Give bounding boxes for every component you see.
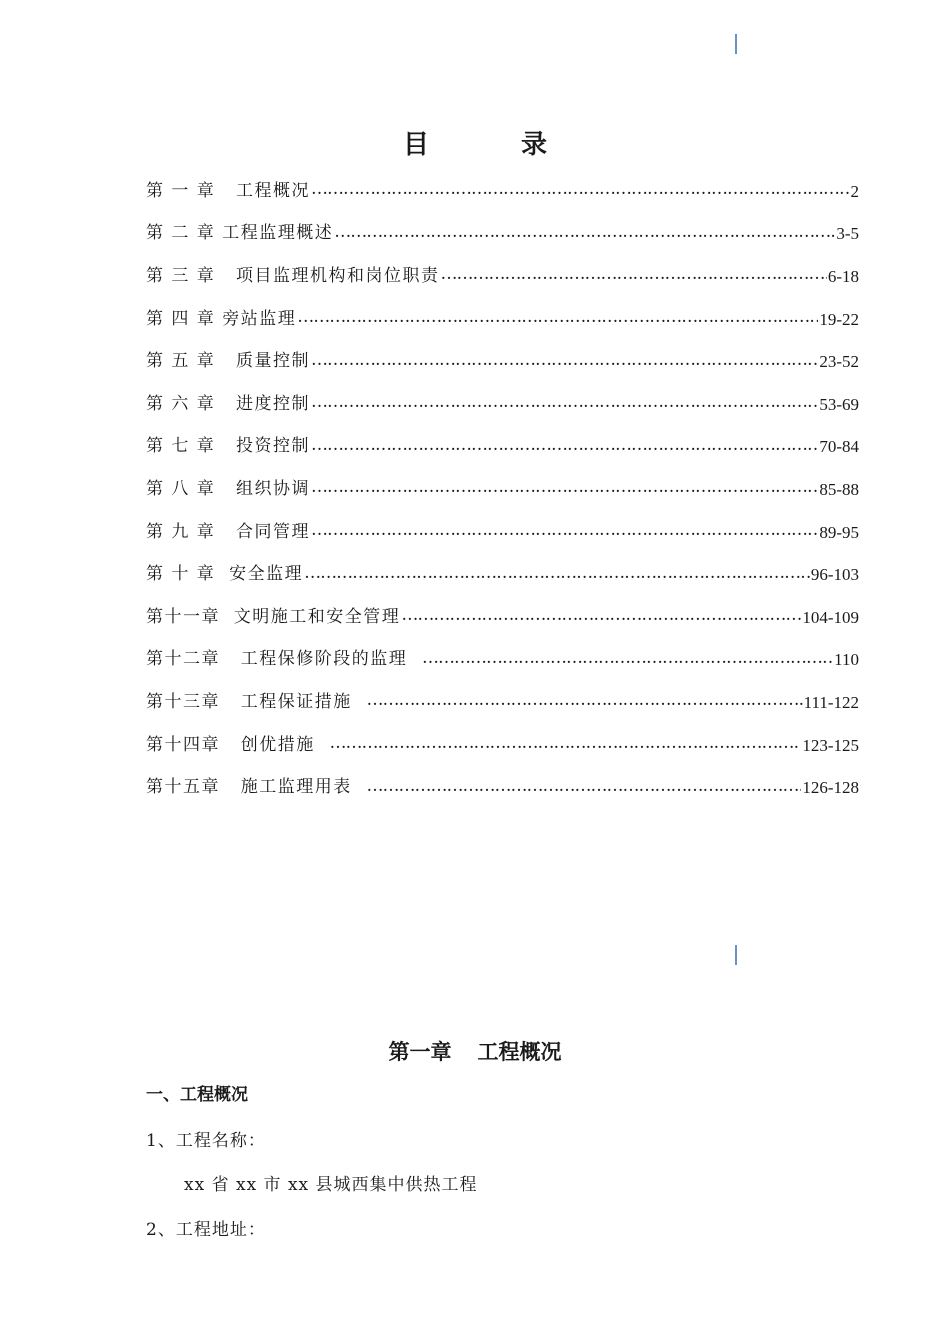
project-address-label: 2、工程地址：: [146, 1220, 266, 1240]
toc-entry-page: 104-109: [802, 607, 859, 627]
toc-entry[interactable]: [146, 596, 859, 639]
toc-entry-page: 123-125: [802, 735, 859, 755]
toc-dot-leader: [304, 565, 810, 585]
toc-entry-label: 第十二章 工程保修阶段的监理: [146, 649, 422, 670]
toc-entry-label: 第 九 章 合同管理: [146, 521, 311, 542]
table-of-contents: [146, 170, 859, 809]
toc-entry-page: 19-22: [819, 309, 859, 329]
toc-entry[interactable]: [146, 383, 859, 426]
toc-entry[interactable]: [146, 468, 859, 511]
toc-dot-leader: [311, 437, 818, 457]
toc-entry[interactable]: [146, 255, 859, 298]
toc-entry-label: 第十四章 创优措施: [146, 734, 329, 755]
toc-entry-page: 23-52: [819, 352, 859, 372]
toc-entry[interactable]: [146, 213, 859, 256]
toc-entry-label: 第 二 章 工程监理概述: [146, 223, 334, 244]
toc-dot-leader: [367, 778, 802, 798]
toc-entry-page: 3-5: [836, 224, 859, 244]
toc-entry-page: 6-18: [827, 266, 859, 286]
toc-entry[interactable]: [146, 426, 859, 469]
toc-entry[interactable]: [146, 724, 859, 767]
toc-entry-label: 第 十 章 安全监理: [146, 564, 304, 585]
toc-entry[interactable]: [146, 340, 859, 383]
toc-dot-leader: [297, 309, 818, 329]
toc-entry[interactable]: [146, 681, 859, 724]
toc-dot-leader: [441, 266, 827, 286]
toc-entry[interactable]: [146, 766, 859, 809]
text-cursor-marker: [735, 945, 737, 965]
toc-entry[interactable]: [146, 639, 859, 682]
toc-dot-leader: [422, 650, 833, 670]
toc-title-left: 目: [402, 130, 429, 160]
toc-dot-leader: [330, 735, 802, 755]
toc-title-right: 录: [521, 130, 548, 160]
project-name-value: xx 省 xx 市 xx 县城西集中供热工程: [184, 1175, 478, 1195]
toc-entry-label: 第 三 章 项目监理机构和岗位职责: [146, 265, 440, 286]
toc-entry-label: 第 六 章 进度控制: [146, 393, 311, 414]
toc-dot-leader: [311, 352, 818, 372]
toc-entry-label: 第 八 章 组织协调: [146, 478, 311, 499]
toc-entry-page: 111-122: [803, 692, 859, 712]
chapter-name: 工程概况: [477, 1040, 562, 1064]
toc-entry[interactable]: [146, 553, 859, 596]
toc-entry-page: 2: [850, 181, 859, 201]
chapter-number: 第一章: [388, 1040, 452, 1064]
toc-title: [0, 124, 950, 161]
toc-entry[interactable]: [146, 511, 859, 554]
toc-dot-leader: [311, 394, 818, 414]
toc-entry-page: 126-128: [802, 778, 859, 798]
toc-dot-leader: [334, 224, 835, 244]
toc-entry-label: 第 一 章 工程概况: [146, 180, 311, 201]
toc-dot-leader: [311, 181, 849, 201]
toc-entry-page: 96-103: [810, 565, 859, 585]
toc-entry-label: 第 四 章 旁站监理: [146, 308, 297, 329]
toc-entry-label: 第 七 章 投资控制: [146, 436, 311, 457]
toc-entry-label: 第 五 章 质量控制: [146, 351, 311, 372]
toc-dot-leader: [401, 607, 801, 627]
toc-entry-page: 89-95: [819, 522, 859, 542]
toc-entry-page: 110: [834, 650, 859, 670]
project-name-label: 1、工程名称：: [146, 1131, 266, 1151]
toc-entry-label: 第十三章 工程保证措施: [146, 691, 366, 712]
toc-entry[interactable]: [146, 298, 859, 341]
toc-entry-label: 第十五章 施工监理用表: [146, 777, 366, 798]
toc-entry-page: 85-88: [819, 479, 859, 499]
toc-entry-page: 53-69: [819, 394, 859, 414]
text-cursor-marker: [735, 34, 737, 54]
toc-entry[interactable]: [146, 170, 859, 213]
chapter-title: [0, 1036, 950, 1066]
toc-dot-leader: [311, 479, 818, 499]
toc-entry-page: 70-84: [819, 437, 859, 457]
toc-dot-leader: [311, 522, 818, 542]
toc-entry-label: 第十一章 文明施工和安全管理: [146, 606, 401, 627]
section-heading: 一、工程概况: [146, 1085, 248, 1105]
toc-dot-leader: [367, 692, 803, 712]
